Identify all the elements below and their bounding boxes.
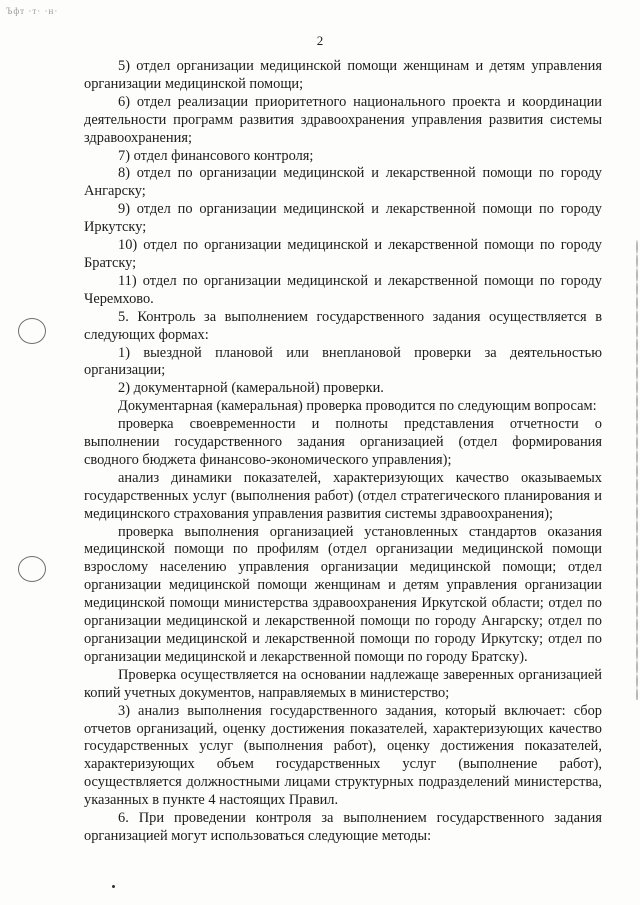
- punch-hole-top: [18, 318, 46, 344]
- document-body: [84, 58, 602, 846]
- paragraph-form-2: 2) документарной (камеральной) проверки.: [118, 380, 384, 397]
- paragraph-check-standards: проверка выполнения организацией установленных стандартов оказания медицинской помощи по профилям (отдел организации медицинской помощи взрослому населению управления организации медицинской помощи; отдел организации медицинской помощи женщинам и детям управления организации медицинской помощи министерства здравоохранения Иркутской области; отдел по организации медицинской и лекарственной помощи по городу Ангарску; отдел по организации медицинской и лекарственной помощи по городу Иркутску; отдел по организации медицинской и лекарственной помощи по городу Братску).: [84, 523, 602, 665]
- page-number: 2: [316, 33, 324, 48]
- scan-margin-dots: [636, 240, 638, 700]
- paragraph-item-8: 8) отдел по организации медицинской и лекарственной помощи по городу Ангарску;: [84, 165, 602, 200]
- paragraph-section-5: 5. Контроль за выполнением государственного задания осуществляется в следующих формах:: [84, 308, 602, 343]
- paragraph-documentary-check: Документарная (камеральная) проверка проводится по следующим вопросам:: [118, 398, 597, 415]
- paragraph-item-11: 11) отдел по организации медицинской и лекарственной помощи по городу Черемхово.: [84, 272, 602, 307]
- paragraph-item-10: 10) отдел по организации медицинской и лекарственной помощи по городу Братску;: [84, 237, 602, 271]
- scan-speck: [112, 885, 115, 888]
- punch-hole-bottom: [18, 556, 46, 582]
- paragraph-check-basis: Проверка осуществляется на основании надлежаще заверенных организацией копий учетных документов, направляемых в министерство;: [84, 666, 602, 701]
- paragraph-item-5: 5) отдел организации медицинской помощи женщинам и детям управления организации медицинской помощи;: [84, 58, 602, 92]
- paragraph-item-7: 7) отдел финансового контроля;: [118, 147, 314, 164]
- paragraph-form-1: 1) выездной плановой или внеплановой проверки за деятельностью организации;: [84, 344, 602, 379]
- paragraph-item-9: 9) отдел по организации медицинской и лекарственной помощи по городу Иркутску;: [84, 201, 602, 236]
- paragraph-item-6: 6) отдел реализации приоритетного национального проекта и координации деятельности программ развития здравоохранения управления развития системы здравоохранения;: [84, 93, 602, 146]
- paragraph-analysis-dynamics: анализ динамики показателей, характеризующих качество оказываемых государственных услуг (выполнения работ) (отдел стратегического планирования и медицинского страхования управления развития системы здравоохранения);: [84, 469, 602, 522]
- paragraph-section-6: 6. При проведении контроля за выполнением государственного задания организацией могут использоваться следующие методы:: [84, 810, 602, 844]
- paragraph-form-3: 3) анализ выполнения государственного задания, который включает: сбор отчетов организаций, оценку достижения показателей, характеризующих качество государственных услуг (выполнения работ), оценку достижения показателей, характеризующих объем государственных услуг (выполнение работ), осуществляется должностными лицами структурных подразделений министерства, указанных в пункте 4 настоящих Правил.: [84, 702, 602, 809]
- paragraph-check-reporting: проверка своевременности и полноты представления отчетности о выполнении государственного задания организацией (отдел формирования сводного бюджета финансово-экономического управления);: [84, 416, 602, 468]
- corner-mark: Ъфт ·т· ·н·: [6, 6, 59, 16]
